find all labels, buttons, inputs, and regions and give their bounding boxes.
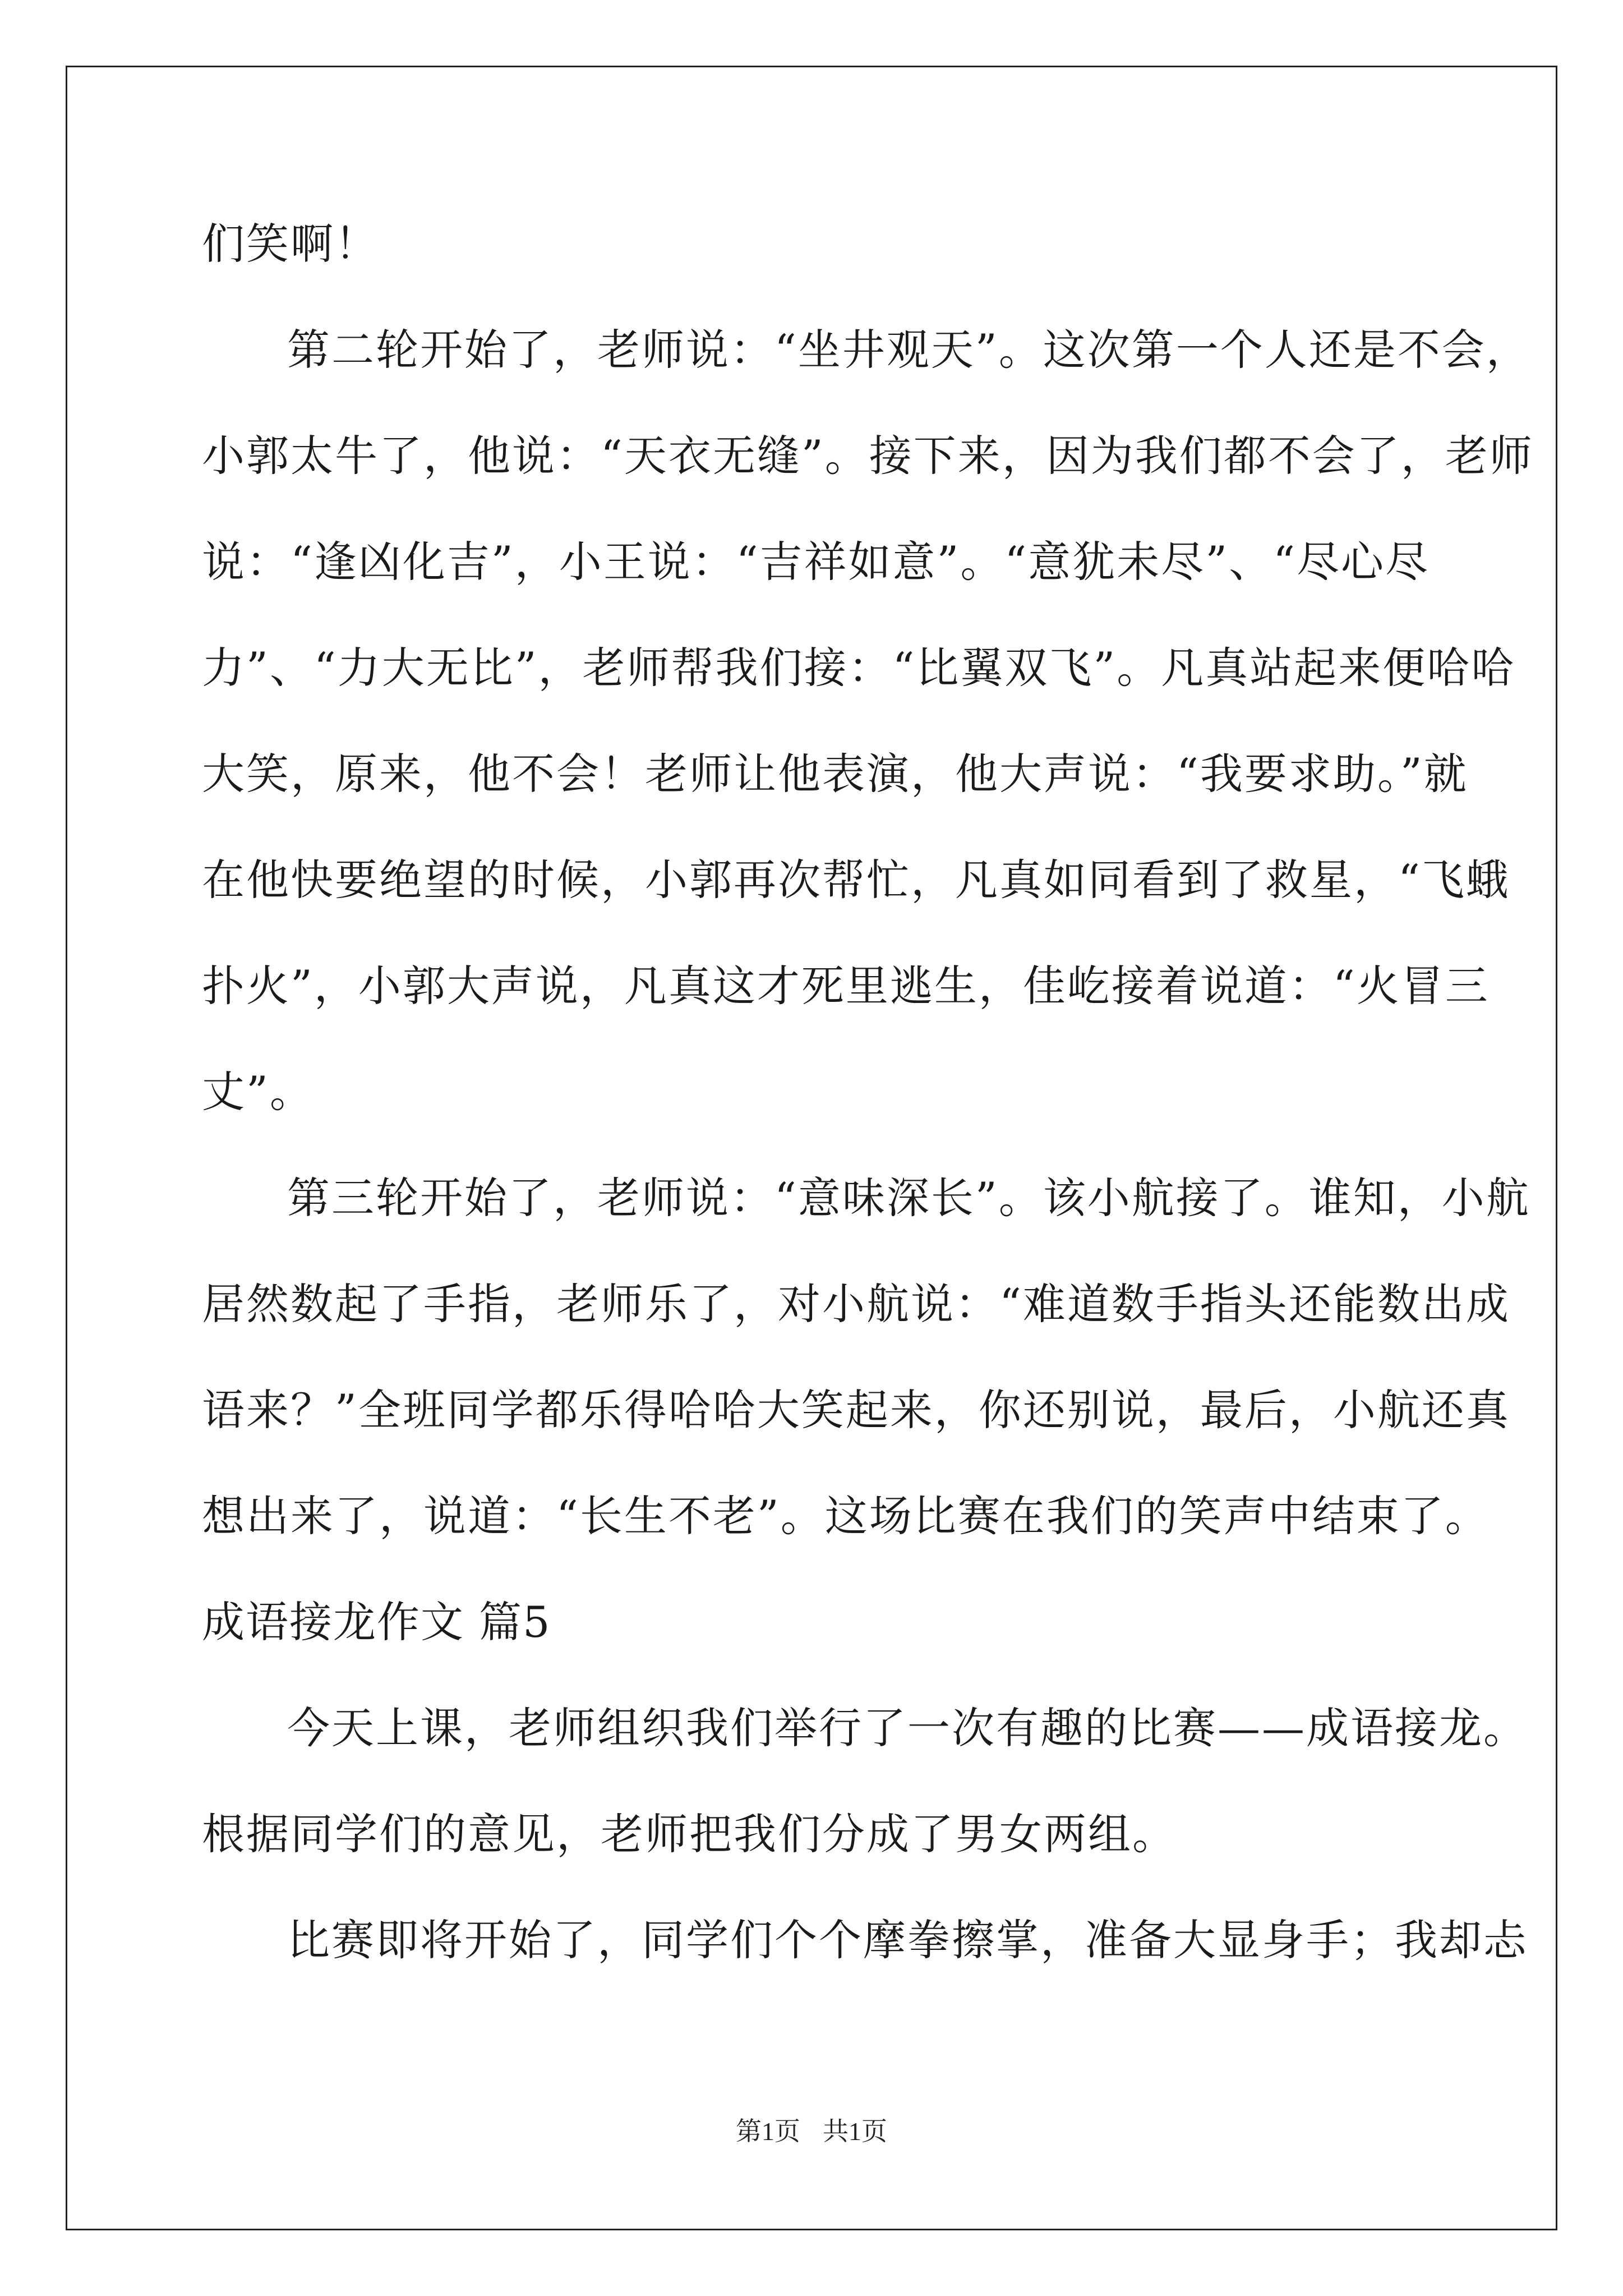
text-line: 们笑啊！ [202, 219, 379, 269]
text-line: 根据同学们的意见，老师把我们分成了男女两组。 [202, 1809, 1177, 1859]
text-line: 想出来了，说道：“长生不老”。这场比赛在我们的笑声中结束了。 [202, 1491, 1490, 1541]
text-line: 语来？”全班同学都乐得哈哈大笑起来，你还别说，最后，小航还真 [202, 1385, 1510, 1435]
text-line: 在他快要绝望的时候，小郭再次帮忙，凡真如同看到了救星，“飞蛾 [202, 855, 1510, 905]
text-line: 大笑，原来，他不会！老师让他表演，他大声说：“我要求助。”就 [202, 749, 1468, 799]
text-line: 扑火”，小郭大声说，凡真这才死里逃生，佳屹接着说道：“火冒三 [202, 961, 1490, 1011]
paragraph-start-line: 第二轮开始了，老师说：“坐井观天”。这次第一个人还是不会， [287, 325, 1530, 375]
text-line: 说：“逢凶化吉”，小王说：“吉祥如意”。“意犹未尽”、“尽心尽 [202, 537, 1430, 587]
text-line: 小郭太牛了，他说：“天衣无缝”。接下来，因为我们都不会了，老师 [202, 431, 1534, 481]
text-line: 丈”。 [202, 1067, 314, 1117]
paragraph-start-line: 今天上课，老师组织我们举行了一次有趣的比赛——成语接龙。 [287, 1703, 1528, 1753]
page-total: 共1页 [823, 2117, 887, 2146]
paragraph-start-line: 比赛即将开始了，同学们个个摩拳擦掌，准备大显身手；我却忐 [287, 1915, 1528, 1965]
page-footer [0, 2115, 1623, 2148]
text-line: 居然数起了手指，老师乐了，对小航说：“难道数手指头还能数出成 [202, 1279, 1510, 1329]
document-body [202, 191, 1534, 1993]
page-number: 第1页 [736, 2117, 800, 2146]
section-heading: 成语接龙作文 篇5 [202, 1597, 551, 1647]
paragraph-start-line: 第三轮开始了，老师说：“意味深长”。该小航接了。谁知，小航 [287, 1173, 1530, 1223]
text-line: 力”、“力大无比”，老师帮我们接：“比翼双飞”。凡真站起来便哈哈 [202, 643, 1516, 693]
